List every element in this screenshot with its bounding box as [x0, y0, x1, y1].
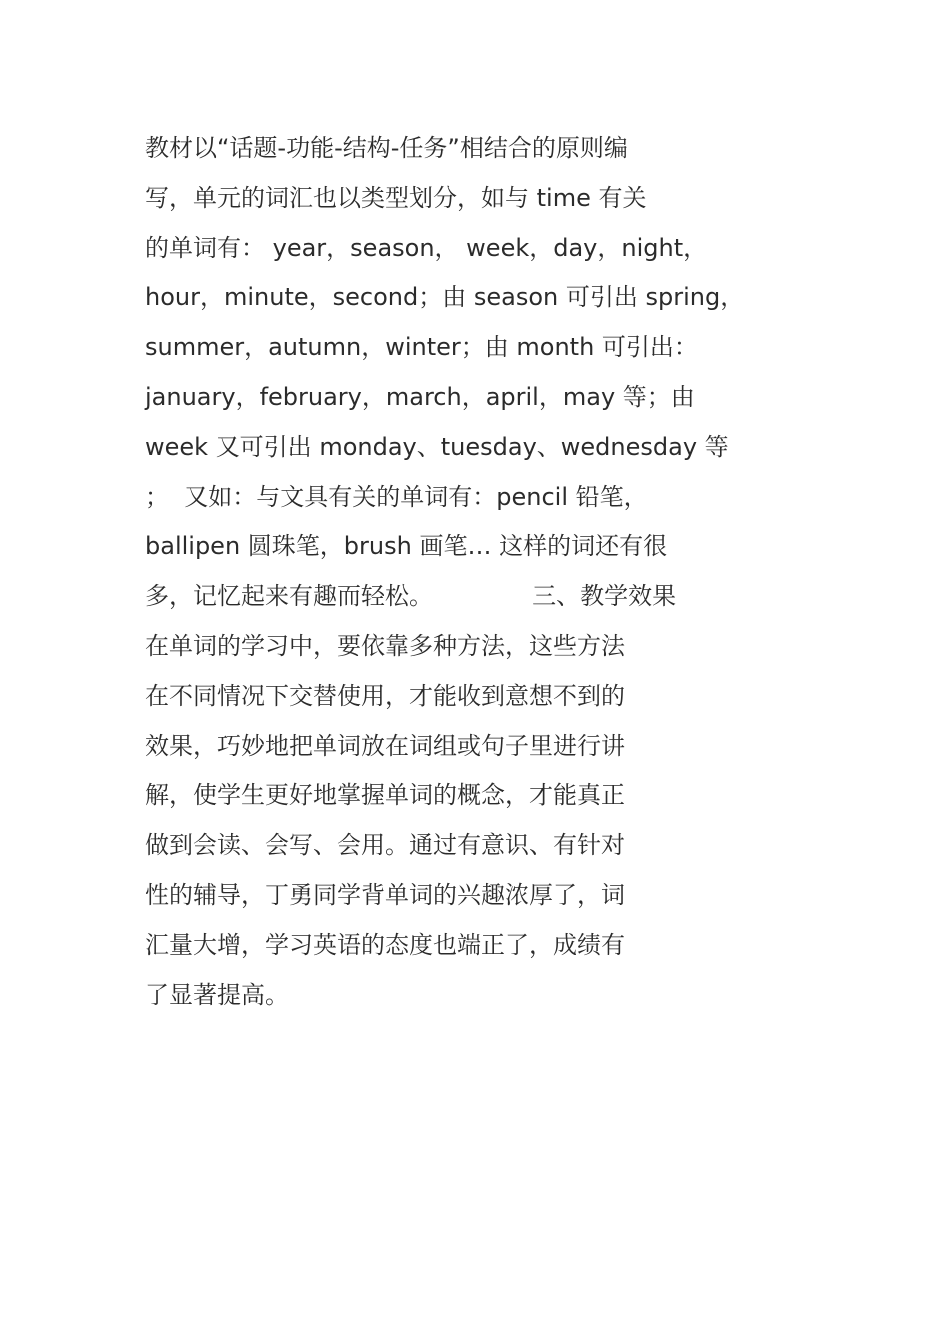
text-line: 汇量大增，学习英语的态度也端正了，成绩有	[145, 930, 625, 959]
text-line: 解，使学生更好地掌握单词的概念，才能真正	[145, 781, 625, 810]
text-line: 在不同情况下交替使用，才能收到意想不到的	[145, 681, 625, 710]
text-line: hour，minute，second；由 season 可引出 spring，	[145, 283, 745, 312]
text-line: january，february，march，april，may 等；由	[145, 382, 695, 411]
text-line: 做到会读、会写、会用。通过有意识、有针对	[145, 831, 625, 860]
text-line: ； 又如：与文具有关的单词有：pencil 铅笔，	[145, 482, 648, 511]
text-line: 在单词的学习中，要依靠多种方法，这些方法	[145, 631, 625, 660]
text-line: 效果，巧妙地把单词放在词组或句子里进行讲	[145, 731, 625, 760]
text-line: 了显著提高。	[145, 980, 289, 1009]
text-line: 的单词有： year，season， week，day，night，	[145, 233, 708, 262]
text-line: summer，autumn，winter；由 month 可引出：	[145, 333, 698, 362]
text-line: 多，记忆起来有趣而轻松。 三、教学效果	[145, 582, 677, 611]
text-line: 教材以“话题-功能-结构-任务”相结合的原则编	[145, 134, 628, 162]
text-line: 性的辅导，丁勇同学背单词的兴趣浓厚了，词	[145, 880, 625, 909]
text-line: ballipen 圆珠笔，brush 画笔… 这样的词还有很	[145, 532, 668, 561]
text-line: week 又可引出 monday、tuesday、wednesday 等	[145, 432, 729, 461]
text-line: 写，单元的词汇也以类型划分，如与 time 有关	[145, 183, 647, 212]
body-text	[145, 124, 805, 1020]
